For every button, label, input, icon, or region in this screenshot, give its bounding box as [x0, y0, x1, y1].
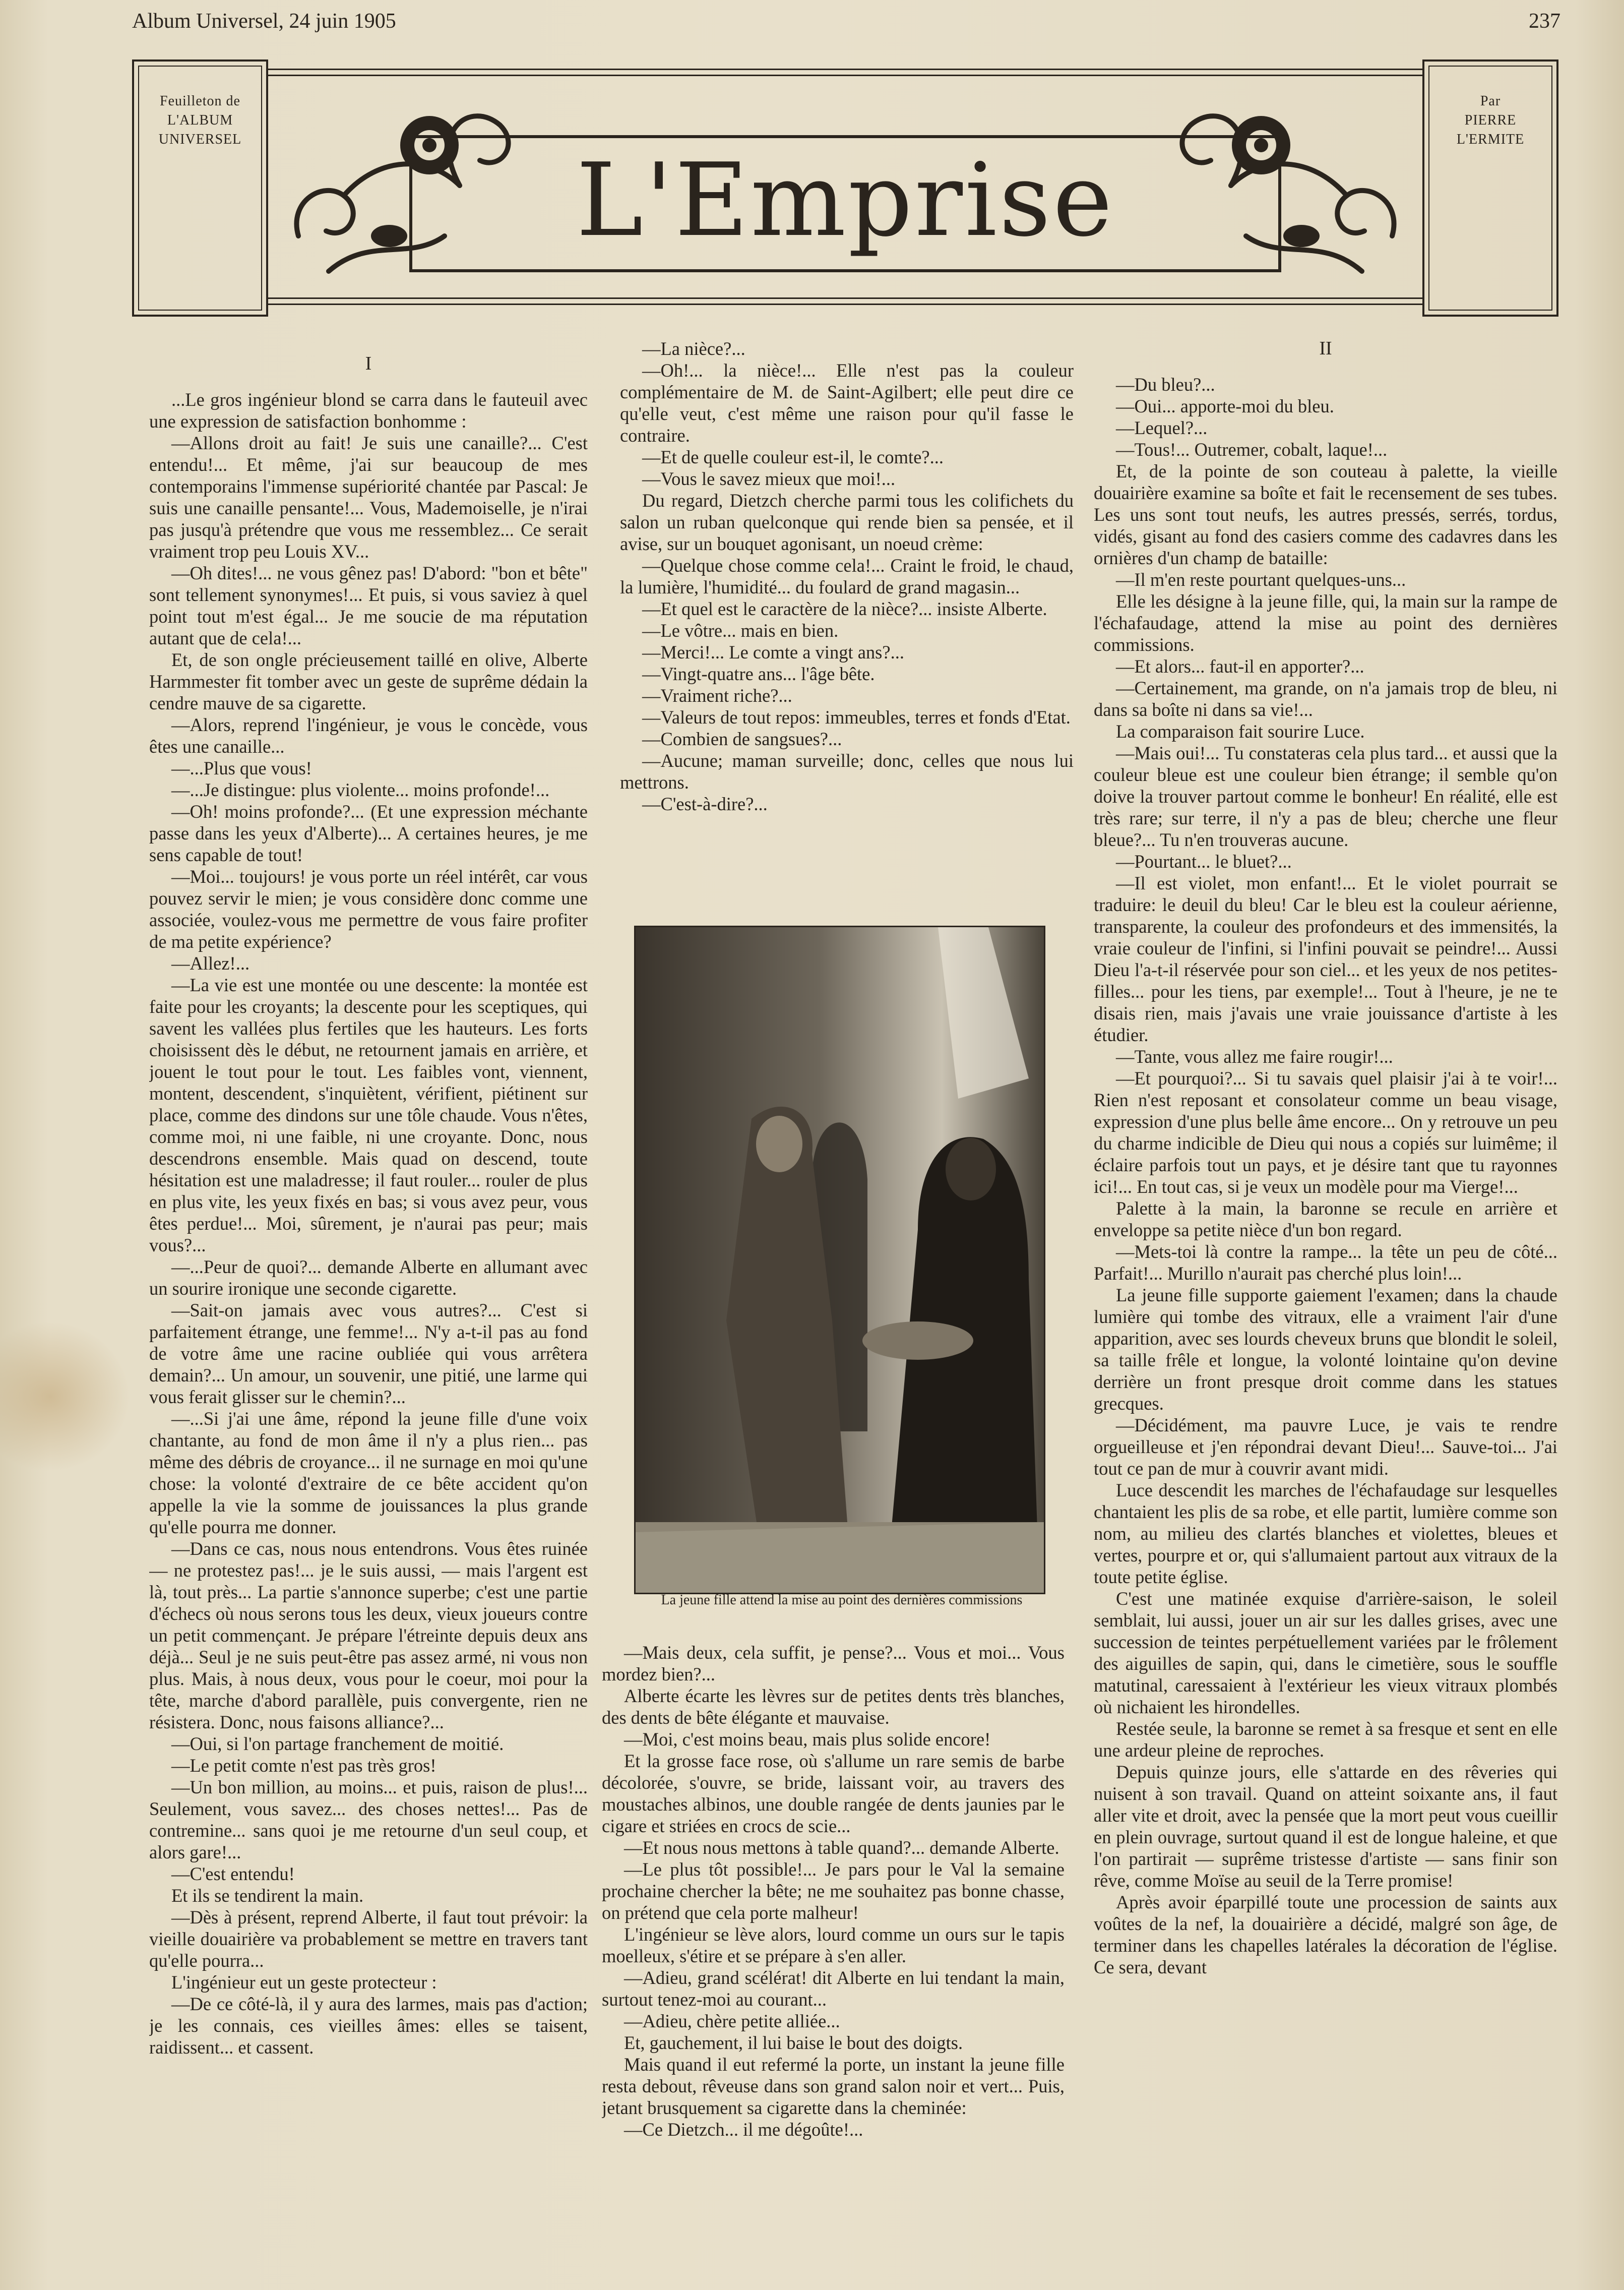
paragraph: Et, gauchement, il lui baise le bout des doigts.: [624, 2032, 963, 2053]
paragraph: —Merci!... Le comte a vingt ans?...: [642, 642, 904, 662]
paragraph: Alberte écarte les lèvres sur de petites dents très blanches, des dents de bête élégante et mauvaise.: [602, 1685, 1065, 1728]
feuilleton-title: L'Emprise: [576, 142, 1115, 259]
paragraph: —Oh!... la nièce!... Elle n'est pas la couleur complémentaire de M. de Saint-Agilbert; elle peut dire ce qu'elle veut, c'est même une raison pour qu'il fasse le contraire.: [620, 360, 1074, 446]
paragraph: —La nièce?...: [642, 338, 745, 359]
paragraph: Depuis quinze jours, elle s'attarde en des rêveries qui nuisent à son travail. Quand on atteint soixante ans, il faut aller vite et droit, avec la pensée que la mort peut vous cueillir en plein ouvrage, surtout quand il est de longue haleine, et que l'on partirait — suprême tristesse d'artiste — sans finir son rêve, comme Moïse au seuil de la Terre promise!: [1094, 1762, 1557, 1891]
paragraph: —Un bon million, au moins... et puis, raison de plus!... Seulement, vous savez... des choses nettes!... Pas de contremine... sans quoi je me retourne d'un seul coup, et alors gare!...: [149, 1777, 588, 1862]
paragraph: —Mais oui!... Tu constateras cela plus tard... et aussi que la couleur bleue est une couleur bien étrange; il semble qu'on doive la trouver partout comme le bonheur! En réalité, elle est très rare; sur terre, il n'y a pas de bleu; cherche une fleur bleue?... Tu n'en trouveras aucune.: [1094, 743, 1557, 850]
column-3: [1094, 338, 1557, 2279]
paragraph: L'ingénieur eut un geste protecteur :: [171, 1972, 437, 1993]
paragraph: —Le plus tôt possible!... Je pars pour le Val la semaine prochaine chercher la bête; ne me souhaitez pas bonne chasse, on prétend que cela porte malheur!: [602, 1859, 1065, 1923]
column-2-bottom-text: [602, 1642, 1065, 2140]
paragraph: —Oh! moins profonde?... (Et une expression méchante passe dans les yeux d'Alberte)... A certaines heures, je me sens capable de tout!: [149, 801, 588, 865]
section-number: II: [1319, 338, 1332, 359]
paragraph: —Du bleu?...: [1116, 374, 1215, 395]
paragraph: Et ils se tendirent la main.: [171, 1885, 364, 1906]
paragraph: —Allez!...: [171, 953, 250, 974]
paragraph: C'est une matinée exquise d'arrière-saison, le soleil semblait, lui aussi, jouer un air sur les dalles grises, avec une succession de teintes perpétuellement variées par le frôlement des aiguilles de sapin, qui, dans le cimetière, sous le souffle matutinal, caressaient à l'extérieur les vieux vitraux plombés où nichaient les hirondelles.: [1094, 1588, 1557, 1717]
banner-right-line: L'ERMITE: [1456, 132, 1525, 147]
paragraph: —Ce Dietzch... il me dégoûte!...: [624, 2119, 863, 2140]
paragraph: —C'est entendu!: [171, 1863, 295, 1884]
paragraph: —Pourtant... le bluet?...: [1116, 851, 1292, 872]
banner-right-box: [1422, 59, 1558, 317]
paragraph: —Moi... toujours! je vous porte un réel intérêt, car vous pouvez servir le mien; je vous considère donc comme une associée, voulez-vous me permettre de vous faire profiter de ma petite expérience?: [149, 866, 588, 952]
banner-left-box: [132, 59, 268, 317]
paragraph: —Certainement, ma grande, on n'a jamais trop de bleu, ni dans sa boîte ni dans sa vie!...: [1094, 678, 1557, 720]
paragraph: —Et quel est le caractère de la nièce?... insiste Alberte.: [642, 598, 1047, 619]
paper-stain: [0, 1321, 131, 1472]
paragraph: —Oh dites!... ne vous gênez pas! D'abord: "bon et bête" sont tellement synonymes!... Et puis, si vous saviez à quel point tout m'est égal... Je me soucie de ma réputation autant que de cela!...: [149, 563, 588, 648]
paragraph: —Et de quelle couleur est-il, le comte?...: [642, 447, 944, 467]
paragraph: —La vie est une montée ou une descente: la montée est faite pour les croyants; la descente pour les sceptiques, qui savent les vallées plus fertiles que les hauteurs. Les forts choisissent dès le début, ne retournent jamais en arrière, et jouent le tout pour le tout. Les faibles vont, viennent, montent, descendent, s'inquiètent, vérifient, piétinent sur place, comme des dindons sur une tôle chaude. Vous n'êtes, comme moi, ni une faible, ni une croyante. Donc, nous descendrons ensemble. Mais quad on descend, toute hésitation est une maladresse; il faut rouler... rouler de plus en plus vite, les yeux fixés en bas; si vous avez peur, vous êtes perdue!... Moi, sûrement, je n'aurai pas peur; mais vous?...: [149, 975, 588, 1255]
title-ornament: [278, 70, 1412, 307]
paragraph: Restée seule, la baronne se remet à sa fresque et sent en elle une ardeur pleine de reproches.: [1094, 1718, 1557, 1761]
paragraph: —Aucune; maman surveille; donc, celles que nous lui mettrons.: [620, 750, 1074, 793]
paragraph: Du regard, Dietzch cherche parmi tous les colifichets du salon un ruban quelconque qui rende bien sa pensée, et il avise, sur un bouquet agonisant, un noeud crème:: [620, 490, 1074, 554]
illustration-caption: La jeune fille attend la mise au point des dernières commissions: [661, 1592, 1023, 1608]
section-number: I: [365, 353, 372, 374]
paragraph: —Décidément, ma pauvre Luce, je vais te rendre orgueilleuse et j'en répondrai devant Dieu!... Sauve-toi... J'ai tout ce pan de mur à couvrir avant midi.: [1094, 1415, 1557, 1479]
paragraph: Et la grosse face rose, où s'allume un rare semis de barbe décolorée, s'ouvre, se bride, laissant voir, au travers des moustaches albinos, une double rangée de dents jaunies par le cigare et striées en crocs de scie...: [602, 1751, 1065, 1836]
illustration: [634, 926, 1045, 1594]
paragraph: —Sait-on jamais avec vous autres?... C'est si parfaitement étrange, une femme!... N'y a-t-il pas au fond de votre âme une racine oubliée qui vous arrêtera demain?... Un amour, un souvenir, une pitié, une larme qui vous ferait glisser sur le chemin?...: [149, 1300, 588, 1407]
paragraph: —Mets-toi là contre la rampe... la tête un peu de côté... Parfait!... Murillo n'aurait pas cherché plus loin!...: [1094, 1241, 1557, 1284]
paragraph: —Il m'en reste pourtant quelques-uns...: [1116, 569, 1406, 590]
paragraph: ...Le gros ingénieur blond se carra dans le fauteuil avec une expression de satisfaction bonhomme :: [149, 389, 588, 432]
paragraph: —Oui, si l'on partage franchement de moitié.: [171, 1733, 504, 1754]
paragraph: Palette à la main, la baronne se recule en arrière et enveloppe sa petite nièce d'un bon regard.: [1094, 1198, 1557, 1240]
banner-left-line: UNIVERSEL: [158, 132, 242, 147]
paragraph: —De ce côté-là, il y aura des larmes, mais pas d'action; je les connais, ces vieilles âmes: elles se taisent, raidissent... et cassent.: [149, 1994, 588, 2058]
paragraph: Et, de son ongle précieusement taillé en olive, Alberte Harmmester fit tomber avec un geste de suprême dédain la cendre mauve de sa cigarette.: [149, 649, 588, 713]
banner-left-line: Feuilleton de: [160, 93, 240, 109]
paragraph: —Adieu, chère petite alliée...: [624, 2011, 840, 2031]
paragraph: La jeune fille supporte gaiement l'examen; dans la chaude lumière qui tombe des vitraux, elle a vraiment l'air d'une apparition, avec ses lourds cheveux bruns que blondit le soleil, sa taille frêle et longue, la volonté lointaine qu'on devine derrière un front presque droit comme dans les statues grecques.: [1094, 1285, 1557, 1414]
paragraph: —...Si j'ai une âme, répond la jeune fille d'une voix chantante, au fond de mon âme il n'y a plus rien... pas même des débris de croyance... il ne surnage en moi qu'une chose: la volonté d'extraire de ce bête accident qu'on appelle la vie la somme de jouissances la plus grande qu'elle pourra me donner.: [149, 1408, 588, 1537]
paragraph: L'ingénieur se lève alors, lourd comme un ours sur le tapis moelleux, s'étire et se prépare à s'en aller.: [602, 1924, 1065, 1966]
paragraph: La comparaison fait sourire Luce.: [1116, 721, 1365, 742]
illustration-image: [636, 927, 1044, 1593]
paragraph: —...Peur de quoi?... demande Alberte en allumant avec un sourire ironique une seconde cigarette.: [149, 1256, 588, 1299]
paragraph: —Dans ce cas, nous nous entendrons. Vous êtes ruinée — ne protestez pas!... je le suis aussi, — mais l'argent est là, tout près... La partie s'annonce superbe; c'est une partie d'échecs où nous serons tous les deux, vieux joueurs contre un petit commençant. Je prépare l'étreinte depuis deux ans déjà... Seul je ne suis peut-être pas assez armé, ni vous non plus. Mais, à nous deux, vous pour le coeur, moi pour la tête, marche d'abord parallèle, puis convergente, rien ne résistera. Donc, nous faisons alliance?...: [149, 1538, 588, 1732]
paragraph: —C'est-à-dire?...: [642, 794, 768, 814]
paragraph: Et, de la pointe de son couteau à palette, la vieille douairière examine sa boîte et fait le recensement de ses tubes. Les uns sont tout neufs, les autres pressés, serrés, tordus, vidés, gisant au fond des casiers comme des cadavres dans les ornières d'un champ de bataille:: [1094, 461, 1557, 568]
paragraph: —Combien de sangsues?...: [642, 729, 842, 749]
paragraph: —Le petit comte n'est pas très gros!: [171, 1755, 436, 1776]
running-header: Album Universel, 24 juin 1905: [132, 10, 396, 33]
paragraph: Elle les désigne à la jeune fille, qui, la main sur la rampe de l'échafaudage, attend la mise au point des dernières commissions.: [1094, 591, 1557, 655]
paragraph: Luce descendit les marches de l'échafaudage sur lesquelles chantaient les plis de sa robe, et elle partit, lumière comme son nom, au milieu des clartés blanches et violettes, bleues et vertes, pourpre et or, qui s'allumaient partout aux vitraux de la toute petite église.: [1094, 1480, 1557, 1587]
paragraph: —Et pourquoi?... Si tu savais quel plaisir j'ai à te voir!... Rien n'est reposant et consolateur comme un beau visage, expression d'une plus belle âme encore... On y retrouve un peu du charme indicible de Dieu qui nous a copiés sur luimême; il éclaire parfois tout un pays, et je désire tant que tu rayonnes ici!... En tout cas, si je veux un modèle pour ma Vierge!...: [1094, 1068, 1557, 1197]
column-2-top: [620, 338, 1074, 918]
title-banner: [132, 59, 1558, 322]
paragraph: —Et alors... faut-il en apporter?...: [1116, 656, 1364, 677]
column-1: [149, 353, 588, 2279]
paragraph: —Allons droit au fait! Je suis une canaille?... C'est entendu!... Et même, j'ai sur beaucoup de mes contemporains l'immense supériorité chantée par Pascal: Je suis une canaille pensante!... Vous, Mademoiselle, je n'irai pas jusqu'à prétendre que vous me ressemblez... Ce serait vraiment trop peu Louis XV...: [149, 433, 588, 562]
paragraph: —Quelque chose comme cela!... Craint le froid, le chaud, la lumière, l'humidité... du foulard de grand magasin...: [620, 555, 1074, 597]
banner-left-line: L'ALBUM: [167, 112, 233, 128]
banner-right-line: PIERRE: [1464, 112, 1517, 128]
paragraph: —Vous le savez mieux que moi!...: [642, 468, 896, 489]
paragraph: —Oui... apporte-moi du bleu.: [1116, 396, 1334, 416]
paragraph: —...Plus que vous!: [171, 758, 312, 778]
paragraph: Mais quand il eut refermé la porte, un instant la jeune fille resta debout, rêveuse dans son grand salon noir et vert... Puis, jetant brusquement sa cigarette dans la cheminée:: [602, 2054, 1065, 2118]
paragraph: Après avoir éparpillé toute une procession de saints aux voûtes de la nef, la douairière a décidé, malgré son âge, de terminer dans les chapelles latérales la décoration de l'église. Ce sera, devant: [1094, 1892, 1557, 1977]
paragraph: —Vraiment riche?...: [642, 685, 792, 706]
paragraph: —Dès à présent, reprend Alberte, il faut tout prévoir: la vieille douairière va probablement se mettre en travers tant qu'elle pourra...: [149, 1907, 588, 1971]
paragraph: —Mais deux, cela suffit, je pense?... Vous et moi... Vous mordez bien?...: [602, 1642, 1065, 1684]
paragraph: —Moi, c'est moins beau, mais plus solide encore!: [624, 1729, 991, 1750]
paragraph: —Adieu, grand scélérat! dit Alberte en lui tendant la main, surtout tenez-moi au courant...: [602, 1967, 1065, 2010]
column-3-text: [1094, 374, 1557, 1978]
column-2-top-text: [620, 338, 1074, 815]
paragraph: —Valeurs de tout repos: immeubles, terres et fonds d'Etat.: [642, 707, 1071, 728]
paragraph: —Tante, vous allez me faire rougir!...: [1116, 1046, 1393, 1067]
paragraph: —Il est violet, mon enfant!... Et le violet pourrait se traduire: le deuil du bleu! Car le bleu est la couleur aérienne, transparente, la couleur des profondeurs et des immensités, la vraie couleur de l'infini, si l'infini pouvait se peindre!... Aussi Dieu l'a-t-il réservée pour son ciel... et les yeux de nos petites-filles... pour les tiens, par exemple!... Tout à l'heure, je ne te disais rien, mais j'avais une vraie jouissance d'artiste à les étudier.: [1094, 873, 1557, 1045]
paragraph: —Vingt-quatre ans... l'âge bête.: [642, 664, 875, 684]
paragraph: —Et nous nous mettons à table quand?... demande Alberte.: [624, 1837, 1059, 1858]
page-number: 237: [1529, 10, 1560, 33]
column-1-text: [149, 389, 588, 2058]
paragraph: —Le vôtre... mais en bien.: [642, 620, 839, 641]
column-2-bottom: [602, 1642, 1065, 2282]
paragraph: —Alors, reprend l'ingénieur, je vous le concède, vous êtes une canaille...: [149, 714, 588, 757]
paragraph: —Tous!... Outremer, cobalt, laque!...: [1116, 439, 1388, 460]
paragraph: —Lequel?...: [1116, 417, 1208, 438]
banner-right-line: Par: [1480, 93, 1501, 109]
paragraph: —...Je distingue: plus violente... moins profonde!...: [171, 779, 550, 800]
